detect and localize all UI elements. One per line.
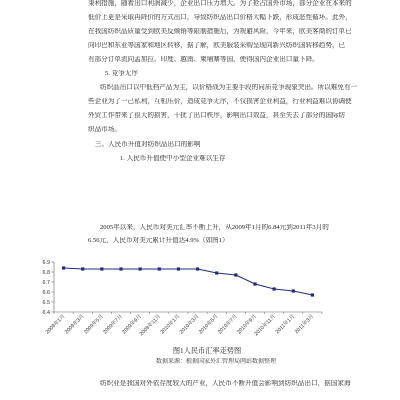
paragraph-line: 纺织业是我国对外依存度较大的产业，人民币不断升值会影响到纺织品出口，据国家海	[100, 380, 351, 387]
paragraph-line: 些企业为了一己私利，互相压价，造成竞争无序，不仅损害企业利益，行业利益难以协调使	[88, 98, 352, 105]
x-tick-label: 2011年1月	[274, 313, 297, 336]
x-tick-label: 2010年5月	[197, 313, 220, 336]
data-point-marker	[215, 271, 218, 274]
y-tick-label: 6.9	[42, 259, 50, 266]
x-tick-label: 2010年11月	[253, 313, 278, 338]
data-point-marker	[139, 267, 142, 270]
x-tick-label: 2010年1月	[159, 313, 182, 336]
data-point-marker	[273, 287, 276, 290]
subsection-heading: 1. 人民币升值使中小型企业难以生存	[120, 155, 226, 162]
x-tick-label: 2009年1月	[44, 313, 67, 336]
x-tick-label: 2010年3月	[178, 313, 201, 336]
figure-source-note: 数据来源：根据国家外汇管理局网站数据整理	[155, 359, 276, 365]
y-tick-label: 6.6	[42, 289, 50, 296]
section-heading: 三、人民币升值对纺织品出口的影响	[95, 141, 201, 148]
data-point-marker	[311, 293, 314, 296]
data-point-marker	[234, 273, 237, 276]
paragraph-line: 6.56元，人民币对美元累计升值达4.9%（如图1）	[88, 237, 229, 244]
x-tick-label: 2010年9月	[236, 313, 258, 336]
paragraph-line: 低价上更是采取再降价的方式出口，导致纺织品出口价格大幅下跌，形成恶性循环。此外，	[88, 14, 352, 21]
paragraph-line: 2005年以来，人民币对美元汇率不断上升，从2009年1月的6.84元到2011年3月的	[100, 224, 329, 231]
x-tick-label: 2009年11月	[138, 313, 163, 338]
data-point-marker	[292, 289, 295, 292]
paragraph-line: 织品市场。	[88, 126, 121, 133]
series-line	[64, 268, 313, 295]
x-tick-label: 2009年9月	[121, 313, 144, 336]
data-point-marker	[253, 282, 256, 285]
paragraph-line: 在我国纺织品质量受到欧美反倾销等限制措施后，为规避风险，今年来，欧美客商的订单已	[88, 28, 352, 35]
data-point-marker	[177, 267, 180, 270]
data-point-marker	[81, 267, 84, 270]
y-tick-label: 6.5	[42, 299, 50, 306]
figure-caption: 图1人民币汇率走势图	[172, 347, 242, 355]
data-point-marker	[100, 267, 103, 270]
x-tick-label: 2009年5月	[83, 313, 105, 336]
x-tick-label: 2009年3月	[63, 313, 86, 336]
x-tick-label: 2009年7月	[102, 313, 124, 336]
y-tick-label: 6.8	[42, 269, 50, 276]
x-tick-label: 2010年7月	[217, 313, 239, 336]
data-point-marker	[62, 266, 65, 269]
paragraph-line: 有部分订单流向孟加拉、印度、越南、柬埔寨等国，使得国内企业出口量下降。	[88, 56, 319, 63]
list-item-heading: 5. 竞争无序	[105, 70, 138, 77]
data-point-marker	[158, 267, 161, 270]
data-point-marker	[119, 267, 122, 270]
paragraph-line: 外贸工作带来了很大的损害，干扰了出口秩序，影响出口效益，甚至失去了部分的国际纺	[88, 112, 346, 119]
y-tick-label: 6.4	[42, 309, 50, 316]
y-tick-label: 6.7	[42, 279, 50, 286]
paragraph-line: 向印巴和东亚等国家和地区转移，据了解，欧美服装采购呈现向新兴纺织国转移趋势，已	[88, 42, 346, 49]
data-point-marker	[196, 267, 199, 270]
paragraph-line: 纺织品出口以中低档产品为主，以价格战为主要手段的同质竞争现象突出。所以难免有一	[100, 84, 358, 91]
x-tick-label: 2011年3月	[293, 313, 316, 336]
exchange-rate-line-chart	[0, 250, 400, 346]
paragraph-line: 秉利措施，随着出口利润减少，企业出口压力增大。为了抢占国外市场，部分企业在本来的	[88, 0, 352, 7]
